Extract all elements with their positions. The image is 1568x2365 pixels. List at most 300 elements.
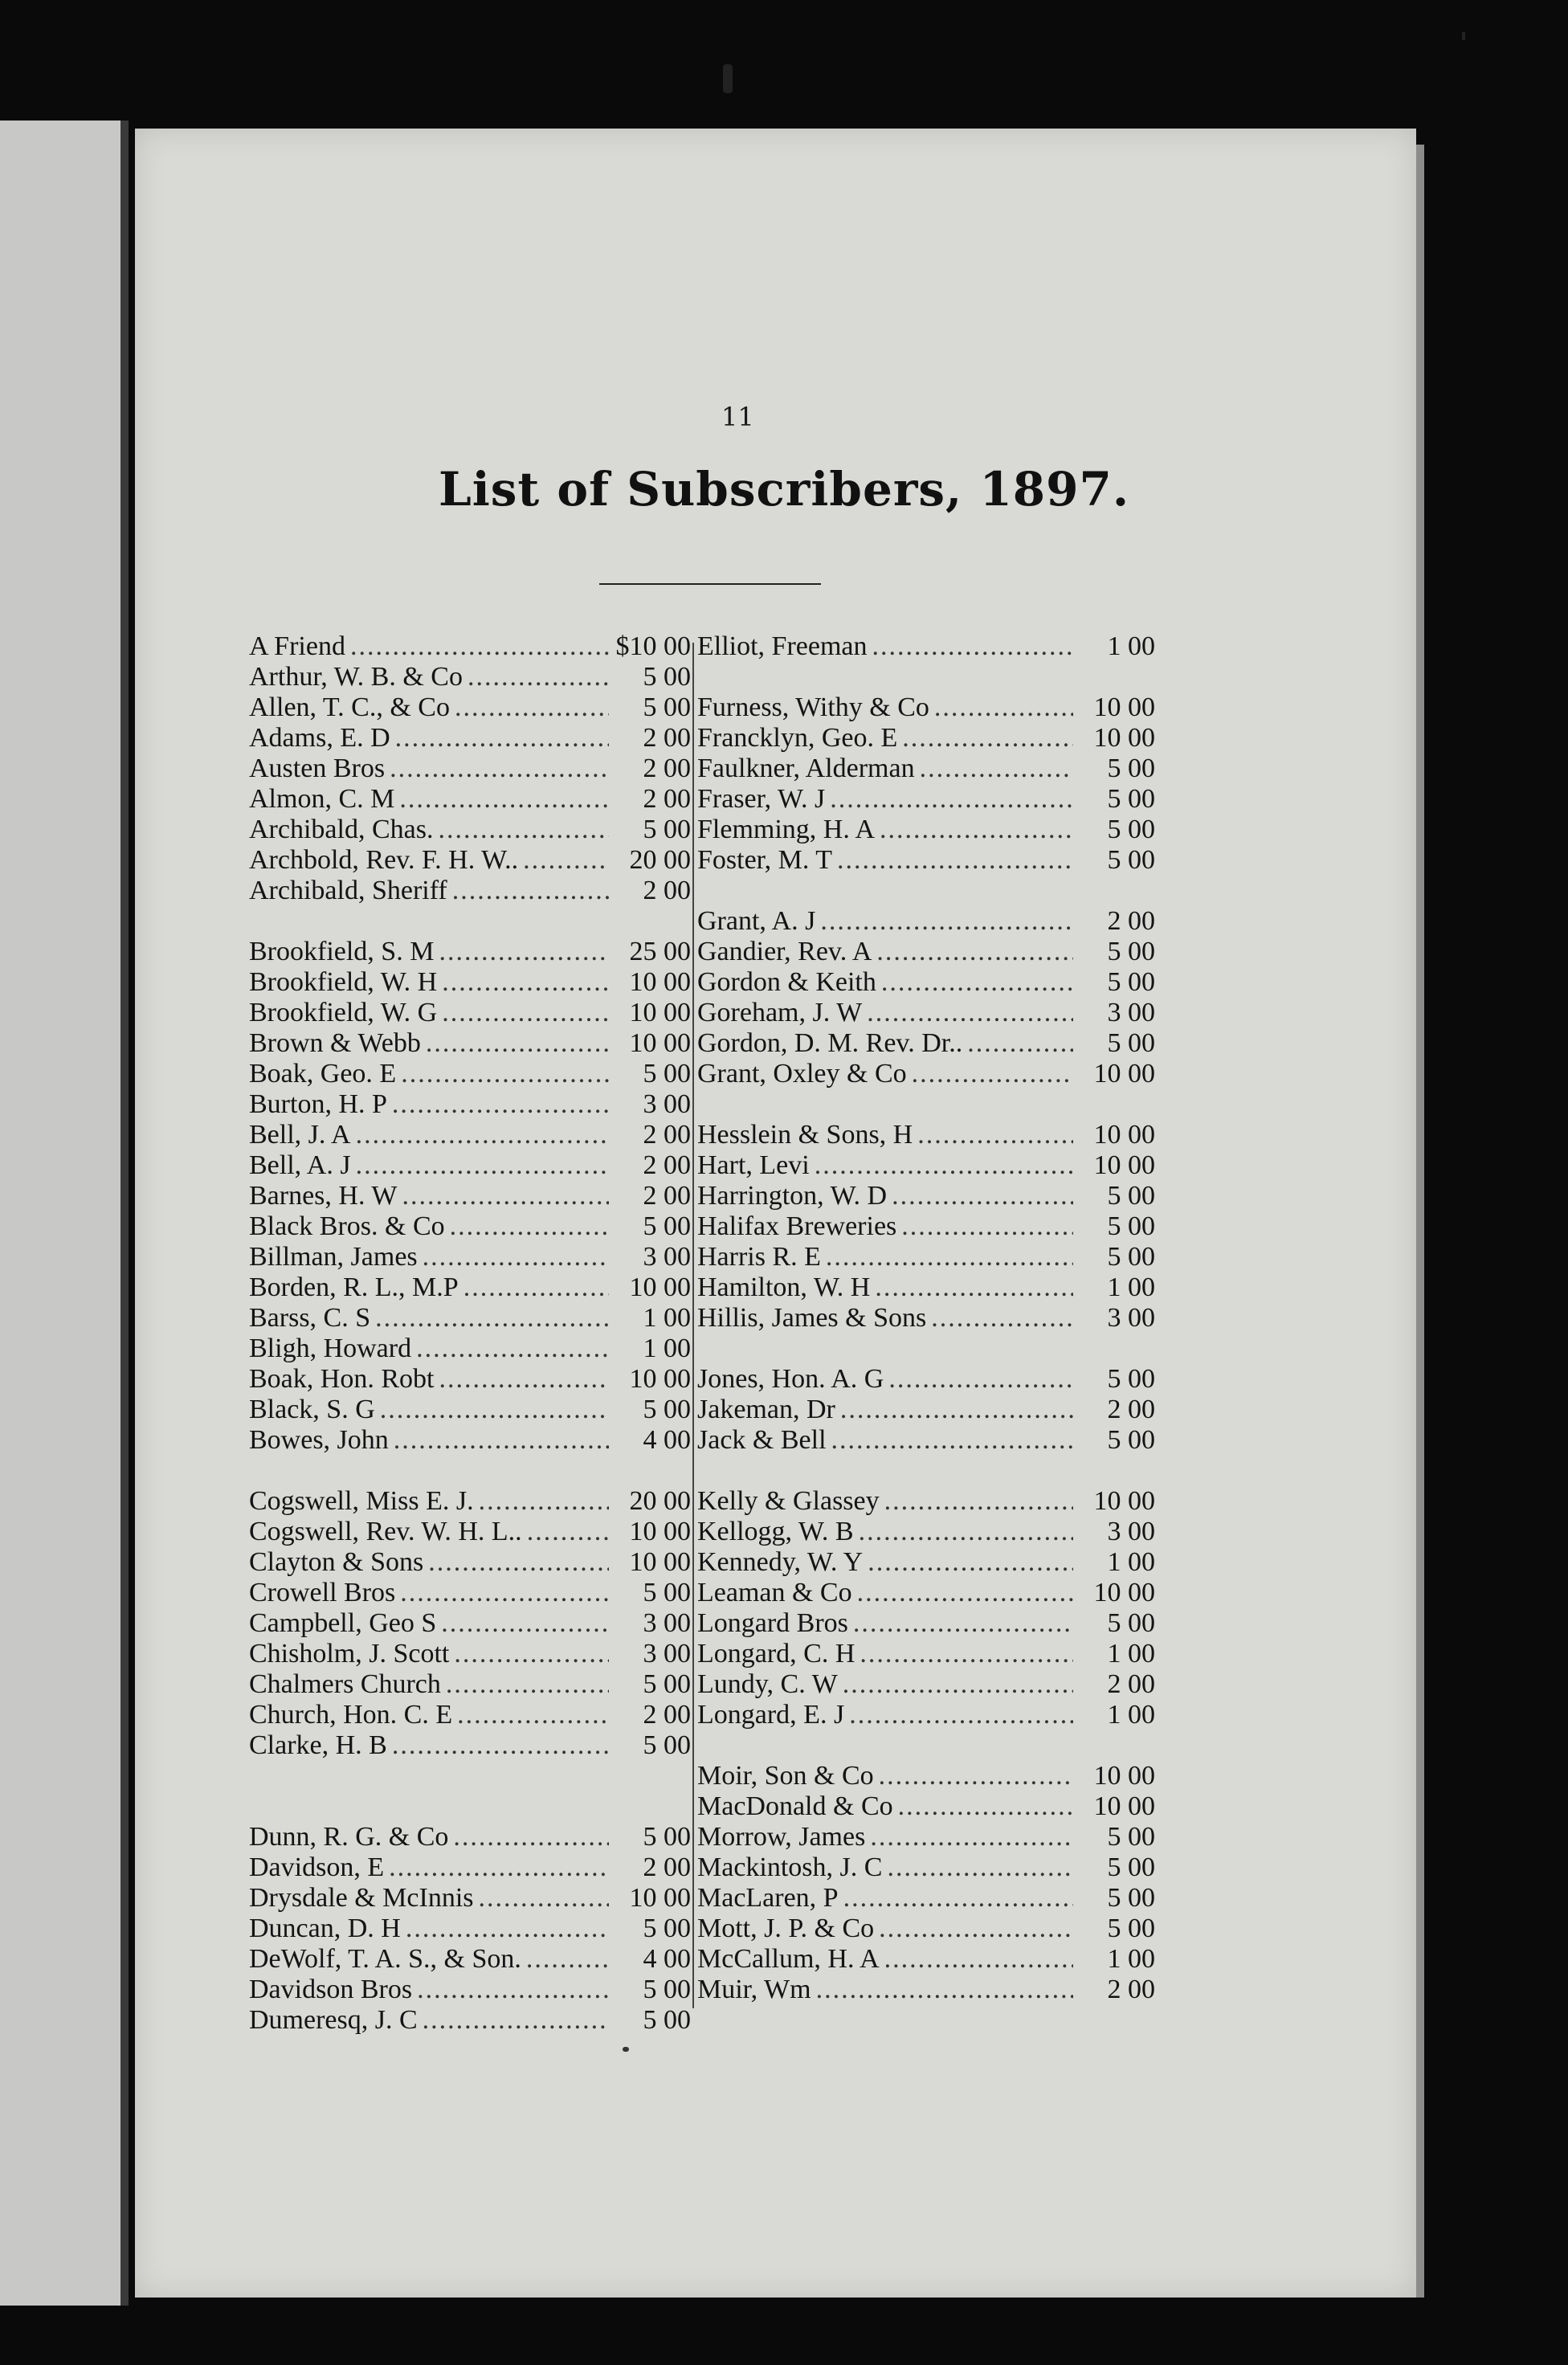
facing-page [0,120,120,2306]
subscriber-entry [697,1425,1155,1456]
subscriber-name: Mott, J. P. & Co [697,1914,875,1943]
subscription-amount: 10 00 [1093,723,1155,753]
leader-dots [457,1700,609,1730]
subscriber-name: Moir, Son & Co [697,1761,874,1791]
leader-dots [830,784,1073,815]
leader-dots [375,1303,609,1334]
subscriber-name: Chisholm, J. Scott [249,1639,450,1669]
subscriber-name: Faulkner, Alderman [697,754,915,783]
subscriber-entry [697,754,1155,784]
subscriber-name: Bell, J. A [249,1120,351,1150]
subscription-amount: 10 00 [1093,1791,1155,1821]
subscription-amount: 5 00 [1107,1181,1155,1211]
leader-dots [350,631,609,662]
subscriber-list-left [249,631,691,2036]
leader-dots [439,937,609,967]
subscription-amount: 1 00 [1107,631,1155,661]
subscriber-name: DeWolf, T. A. S., & Son. [249,1944,521,1974]
subscription-amount: 4 00 [643,1425,691,1455]
subscriber-name: Boak, Geo. E [249,1059,397,1089]
page-title: List of Subscribers, 1897. [438,462,1130,517]
subscriber-entry [697,1547,1155,1578]
subscription-amount: 5 00 [643,815,691,844]
subscription-amount: 2 00 [1107,1395,1155,1424]
subscriber-entry [249,845,691,876]
subscriber-name: Davidson, E [249,1852,385,1882]
leader-dots [380,1395,609,1425]
subscriber-entry [249,1486,691,1517]
subscription-amount: 4 00 [643,1944,691,1974]
subscription-amount: 5 00 [643,662,691,692]
subscription-amount: 5 00 [1107,845,1155,875]
subscriber-entry [249,1822,691,1852]
subscriber-name: Davidson Bros [249,1975,413,2004]
subscription-amount: 10 00 [1093,692,1155,722]
subscriber-name: Duncan, D. H [249,1914,401,1943]
subscriber-entry [697,998,1155,1028]
subscriber-entry [697,1211,1155,1242]
title-rule [599,583,821,585]
subscription-amount: 5 00 [1107,1242,1155,1272]
leader-dots [888,1364,1073,1395]
subscriber-entry [249,1944,691,1975]
subscriber-name: Crowell Bros [249,1578,396,1607]
leader-dots [876,937,1073,967]
subscriber-name: Grant, Oxley & Co [697,1059,907,1089]
subscription-amount: 5 00 [1107,1883,1155,1913]
subscription-amount: 3 00 [643,1242,691,1272]
subscriber-name: Cogswell, Rev. W. H. L.. [249,1517,522,1546]
subscription-amount: 2 00 [643,723,691,753]
leader-dots [416,1334,609,1364]
subscriber-name: Goreham, J. W [697,998,863,1027]
subscriber-name: Halifax Breweries [697,1211,897,1241]
leader-dots [815,1150,1073,1181]
subscription-amount: 3 00 [643,1608,691,1638]
subscription-amount: 20 00 [629,1486,691,1516]
leader-dots [439,1364,609,1395]
leader-dots [523,845,609,876]
subscriber-name: Adams, E. D [249,723,390,753]
page-mark [623,2047,629,2052]
subscription-amount: 3 00 [643,1639,691,1669]
subscription-amount: 10 00 [1093,1059,1155,1089]
subscriber-entry [697,1395,1155,1425]
subscriber-entry [697,1242,1155,1272]
subscriber-list-right [697,631,1155,2005]
subscriber-name: Hamilton, W. H [697,1272,871,1302]
subscriber-name: Archibald, Chas. [249,815,434,844]
leader-dots [454,1639,609,1669]
subscriber-name: Lundy, C. W [697,1669,838,1699]
subscriber-entry [249,1639,691,1669]
subscription-amount: 5 00 [643,1211,691,1241]
leader-dots [881,967,1073,998]
leader-dots [898,1791,1073,1822]
subscriber-name: Longard Bros [697,1608,848,1638]
subscription-amount: 5 00 [1107,1364,1155,1394]
subscriber-entry [249,784,691,815]
leader-dots [527,1517,609,1547]
leader-dots [390,754,609,784]
subscription-amount: 5 00 [643,1914,691,1943]
leader-dots [843,1669,1073,1700]
subscription-amount: 2 00 [1107,906,1155,936]
subscriber-entry [249,1608,691,1639]
subscriber-name: Longard, C. H [697,1639,855,1669]
subscriber-name: Brookfield, S. M [249,937,435,966]
subscriber-entry [249,2005,691,2036]
ink-speck [723,64,733,93]
book-gutter [120,120,129,2306]
subscriber-name: Boak, Hon. Robt [249,1364,435,1394]
subscriber-name: Jack & Bell [697,1425,827,1455]
subscriber-name: Kennedy, W. Y [697,1547,864,1577]
subscriber-entry [697,1975,1155,2005]
subscriber-entry [697,1486,1155,1517]
subscriber-entry [249,1578,691,1608]
subscriber-name: Almon, C. M [249,784,395,814]
subscriber-entry [249,631,691,662]
subscriber-entry [697,1608,1155,1639]
subscriber-entry [697,1700,1155,1730]
subscriber-entry [249,1272,691,1303]
leader-dots [452,876,609,906]
subscriber-name: Harris R. E [697,1242,821,1272]
subscriber-entry [697,1639,1155,1669]
leader-dots [479,1883,609,1914]
leader-dots [902,723,1073,754]
subscription-amount: 2 00 [643,754,691,783]
leader-dots [884,1944,1073,1975]
subscription-amount: 5 00 [643,2005,691,2035]
leader-dots [428,1547,609,1578]
subscriber-entry [249,723,691,754]
subscription-amount: 10 00 [629,1364,691,1394]
subscriber-entry [697,937,1155,967]
subscriber-entry [249,1059,691,1089]
subscription-amount: 2 00 [643,1120,691,1150]
leader-dots [859,1517,1073,1547]
subscriber-entry [697,906,1155,937]
leader-dots [356,1120,609,1150]
subscription-amount: 5 00 [1107,1822,1155,1852]
subscription-amount: 3 00 [1107,998,1155,1027]
subscription-amount: 1 00 [643,1303,691,1333]
page-number: 11 [721,402,754,432]
leader-dots [438,815,609,845]
subscriber-name: MacDonald & Co [697,1791,893,1821]
section-gap [249,906,691,937]
leader-dots [402,1181,609,1211]
leader-dots [526,1944,609,1975]
subscription-amount: 1 00 [643,1334,691,1363]
subscription-amount: 10 00 [629,1272,691,1302]
subscription-amount: 2 00 [643,876,691,905]
subscriber-entry [249,1975,691,2005]
leader-dots [875,1272,1073,1303]
leader-dots [442,998,609,1028]
subscriber-name: Church, Hon. C. E [249,1700,453,1730]
leader-dots [356,1150,609,1181]
subscriber-name: Elliot, Freeman [697,631,868,661]
subscriber-entry [697,1517,1155,1547]
section-gap [697,1456,1155,1486]
subscriber-entry [249,1120,691,1150]
subscriber-name: Gordon & Keith [697,967,876,997]
section-gap [249,1761,691,1791]
leader-dots [816,1975,1073,2005]
leader-dots [920,754,1073,784]
leader-dots [931,1303,1073,1334]
subscription-amount: 5 00 [643,1669,691,1699]
subscriber-name: Barnes, H. W [249,1181,398,1211]
subscriber-entry [249,967,691,998]
subscription-amount: 5 00 [643,1730,691,1760]
leader-dots [423,2005,609,2036]
subscription-amount: $10 00 [615,631,691,661]
leader-dots [843,1883,1073,1914]
subscription-amount: 5 00 [1107,1425,1155,1455]
subscriber-entry [249,937,691,967]
leader-dots [442,967,609,998]
section-gap [249,1456,691,1486]
subscriber-entry [697,1822,1155,1852]
leader-dots [426,1028,609,1059]
subscriber-entry [697,1364,1155,1395]
leader-dots [463,1272,609,1303]
subscription-amount: 2 00 [643,784,691,814]
subscription-amount: 3 00 [1107,1303,1155,1333]
subscription-amount: 3 00 [643,1089,691,1119]
subscriber-entry [697,1028,1155,1059]
subscription-amount: 2 00 [643,1181,691,1211]
subscriber-entry [697,1791,1155,1822]
leader-dots [401,1059,609,1089]
subscriber-name: Drysdale & McInnis [249,1883,474,1913]
leader-dots [867,998,1073,1028]
subscriber-entry [697,1303,1155,1334]
subscriber-name: Kellogg, W. B [697,1517,854,1546]
subscriber-name: Archibald, Sheriff [249,876,447,905]
subscription-amount: 5 00 [643,1395,691,1424]
leader-dots [479,1486,609,1517]
subscriber-entry [697,1059,1155,1089]
subscription-amount: 2 00 [1107,1975,1155,2004]
subscriber-entry [249,1425,691,1456]
subscriber-name: Kelly & Glassey [697,1486,880,1516]
subscriber-name: Foster, M. T [697,845,833,875]
subscriber-entry [249,1334,691,1364]
subscription-amount: 2 00 [1107,1669,1155,1699]
subscriber-name: Flemming, H. A [697,815,876,844]
subscriber-name: Black, S. G [249,1395,375,1424]
subscriber-entry [249,1303,691,1334]
subscription-amount: 5 00 [643,692,691,722]
subscriber-name: Brookfield, W. G [249,998,438,1027]
subscriber-entry [249,1089,691,1120]
subscription-amount: 20 00 [629,845,691,875]
leader-dots [912,1059,1073,1089]
leader-dots [879,1761,1073,1791]
subscriber-name: Fraser, W. J [697,784,826,814]
subscriber-name: Dumeresq, J. C [249,2005,418,2035]
subscription-amount: 5 00 [643,1822,691,1852]
subscriber-entry [697,845,1155,876]
subscriber-entry [249,754,691,784]
subscriber-name: A Friend [249,631,345,661]
subscriber-name: Harrington, W. D [697,1181,888,1211]
leader-dots [892,1181,1073,1211]
leader-dots [880,815,1073,845]
subscriber-entry [697,1914,1155,1944]
subscription-amount: 10 00 [629,1883,691,1913]
column-divider [692,643,694,2008]
leader-dots [423,1242,609,1272]
subscription-amount: 2 00 [643,1150,691,1180]
section-gap [697,876,1155,906]
subscriber-name: Furness, Withy & Co [697,692,929,722]
leader-dots [820,906,1073,937]
leader-dots [406,1914,609,1944]
subscription-amount: 5 00 [1107,1608,1155,1638]
leader-dots [831,1425,1073,1456]
subscriber-entry [249,662,691,692]
leader-dots [446,1669,609,1700]
subscriber-entry [249,998,691,1028]
subscriber-entry [697,784,1155,815]
subscriber-entry [249,1364,691,1395]
subscriber-name: Bowes, John [249,1425,389,1455]
leader-dots [395,723,609,754]
subscriber-entry [697,967,1155,998]
leader-dots [450,1211,609,1242]
leader-dots [872,631,1073,662]
leader-dots [849,1700,1073,1730]
subscription-amount: 10 00 [1093,1150,1155,1180]
subscriber-entry [249,1517,691,1547]
subscription-amount: 5 00 [1107,1211,1155,1241]
subscriber-entry [697,1883,1155,1914]
subscriber-entry [697,1120,1155,1150]
subscriber-name: Clayton & Sons [249,1547,424,1577]
subscription-amount: 10 00 [629,1028,691,1058]
subscriber-name: Archbold, Rev. F. H. W.. [249,845,519,875]
subscriber-entry [697,631,1155,662]
subscription-amount: 10 00 [1093,1578,1155,1607]
subscriber-name: Jones, Hon. A. G [697,1364,884,1394]
leader-dots [857,1578,1073,1608]
subscriber-name: Francklyn, Geo. E [697,723,898,753]
subscriber-name: Cogswell, Miss E. J. [249,1486,474,1516]
leader-dots [870,1822,1073,1852]
subscription-amount: 2 00 [643,1700,691,1730]
subscriber-name: Bligh, Howard [249,1334,412,1363]
subscriber-name: Hesslein & Sons, H [697,1120,913,1150]
subscriber-entry [697,723,1155,754]
leader-dots [967,1028,1073,1059]
subscription-amount: 3 00 [1107,1517,1155,1546]
subscription-amount: 5 00 [1107,1852,1155,1882]
leader-dots [884,1486,1073,1517]
subscriber-name: Gordon, D. M. Rev. Dr.. [697,1028,963,1058]
subscription-amount: 10 00 [629,1517,691,1546]
leader-dots [934,692,1073,723]
subscriber-name: Allen, T. C., & Co [249,692,450,722]
leader-dots [441,1608,609,1639]
subscriber-entry [697,1669,1155,1700]
subscriber-name: Brown & Webb [249,1028,421,1058]
subscriber-name: Morrow, James [697,1822,866,1852]
leader-dots [399,784,609,815]
subscriber-name: Hart, Levi [697,1150,810,1180]
subscriber-name: Black Bros. & Co [249,1211,445,1241]
subscriber-entry [249,876,691,906]
subscriber-name: Longard, E. J [697,1700,845,1730]
leader-dots [394,1425,609,1456]
section-gap [697,662,1155,692]
subscriber-name: Grant, A. J [697,906,816,936]
leader-dots [417,1975,609,2005]
subscription-amount: 5 00 [643,1578,691,1607]
leader-dots [453,1822,609,1852]
subscription-amount: 1 00 [1107,1272,1155,1302]
subscriber-entry [249,1852,691,1883]
subscription-amount: 5 00 [1107,754,1155,783]
section-gap [697,1334,1155,1364]
subscriber-name: Hillis, James & Sons [697,1303,927,1333]
leader-dots [879,1914,1073,1944]
subscriber-name: Dunn, R. G. & Co [249,1822,449,1852]
subscription-amount: 1 00 [1107,1639,1155,1669]
leader-dots [860,1639,1073,1669]
leader-dots [392,1730,609,1761]
subscriber-entry [697,815,1155,845]
subscriber-entry [249,1547,691,1578]
subscriber-name: Burton, H. P [249,1089,387,1119]
subscription-amount: 10 00 [629,967,691,997]
subscription-amount: 10 00 [1093,1486,1155,1516]
section-gap [697,1730,1155,1761]
subscription-amount: 5 00 [1107,937,1155,966]
subscriber-name: Leaman & Co [697,1578,852,1607]
subscriber-name: Arthur, W. B. & Co [249,662,463,692]
leader-dots [389,1852,609,1883]
section-gap [249,1791,691,1822]
subscriber-entry [697,1761,1155,1791]
subscriber-entry [697,1181,1155,1211]
ink-speck [1462,32,1465,40]
subscriber-entry [249,1028,691,1059]
subscriber-name: Clarke, H. B [249,1730,387,1760]
leader-dots [887,1852,1073,1883]
subscriber-entry [249,1242,691,1272]
subscriber-entry [697,1852,1155,1883]
subscriber-entry [249,1730,691,1761]
subscriber-name: Barss, C. S [249,1303,371,1333]
subscription-amount: 10 00 [629,1547,691,1577]
subscriber-name: Brookfield, W. H [249,967,438,997]
subscriber-name: McCallum, H. A [697,1944,880,1974]
subscriber-name: Bell, A. J [249,1150,351,1180]
leader-dots [455,692,609,723]
leader-dots [826,1242,1073,1272]
subscriber-entry [249,1181,691,1211]
subscriber-name: Austen Bros [249,754,386,783]
subscription-amount: 1 00 [1107,1547,1155,1577]
leader-dots [917,1120,1073,1150]
subscriber-name: Mackintosh, J. C [697,1852,883,1882]
